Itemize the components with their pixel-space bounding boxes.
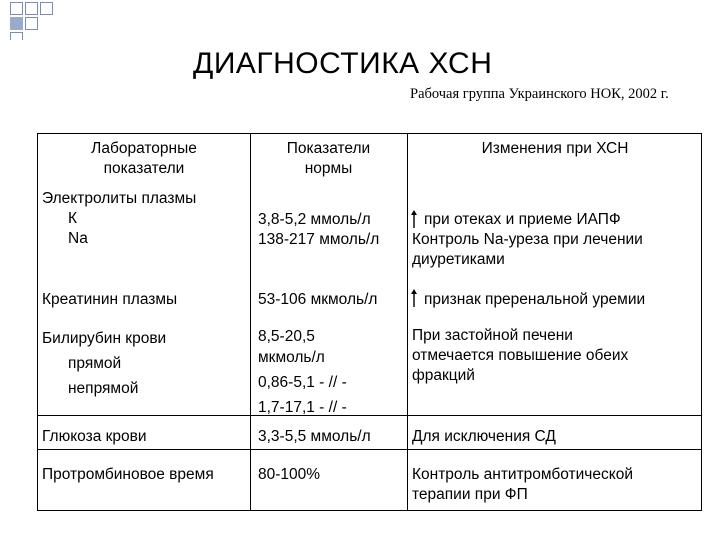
row-creatinine-norm: 53-106 мкмоль/л [258, 291, 378, 308]
row-bilirubin-change: При застойной печени отмечается повышение обеих фракций [412, 327, 629, 384]
row-creatinine-indicator: Креатинин плазмы [42, 291, 178, 308]
header-changes-chf: Изменения при ХСН [481, 140, 629, 157]
decor-square [25, 2, 38, 15]
decor-square [40, 2, 53, 15]
up-arrow-icon [411, 210, 417, 228]
corner-decoration [0, 0, 60, 40]
row-prothrombin-norm: 80-100% [258, 466, 321, 483]
row-glucose-indicator: Глюкоза крови [42, 428, 147, 445]
row-glucose-norm: 3,3-5,5 ммоль/л [258, 428, 371, 445]
decor-square [25, 17, 38, 30]
decor-square-filled [10, 17, 23, 30]
row-creatinine-change: признак преренальной уремии [424, 291, 646, 308]
row-prothrombin-change: Контроль антитромботической терапии при ФП [412, 466, 633, 503]
row-electrolytes-norm: 3,8-5,2 ммоль/л 138-217 ммоль/л [258, 211, 380, 248]
row-prothrombin-indicator: Протромбиновое время [42, 466, 214, 483]
row-electrolytes-change: при отеках и приеме ИАПФ [424, 211, 621, 228]
header-lab-indicators: Лабораторные показатели [91, 140, 197, 177]
page-title: ДИАГНОСТИКА ХСН [193, 47, 493, 80]
row-divider [38, 449, 701, 450]
up-arrow-icon [411, 289, 417, 307]
header-norm-values: Показатели нормы [286, 140, 371, 177]
decor-square [10, 2, 23, 15]
row-bilirubin-indicator: Билирубин крови прямой непрямой [42, 330, 167, 397]
column-divider [250, 134, 251, 510]
decor-square [10, 32, 23, 40]
row-glucose-change: Для исключения СД [412, 428, 556, 445]
row-bilirubin-norm: 8,5-20,5 мкмоль/л 0,86-5,1 - // - 1,7-17,1 - // - [258, 328, 347, 416]
row-divider [38, 415, 701, 416]
row-electrolytes-change-note: Контроль Na-уреза при лечении диуретиками [412, 231, 643, 268]
page-subtitle: Рабочая группа Украинского НОК, 2002 г. [410, 86, 669, 102]
diagnostics-table [37, 133, 702, 511]
column-divider [407, 134, 408, 510]
row-electrolytes-indicator: Электролиты плазмы К Na [42, 190, 197, 247]
